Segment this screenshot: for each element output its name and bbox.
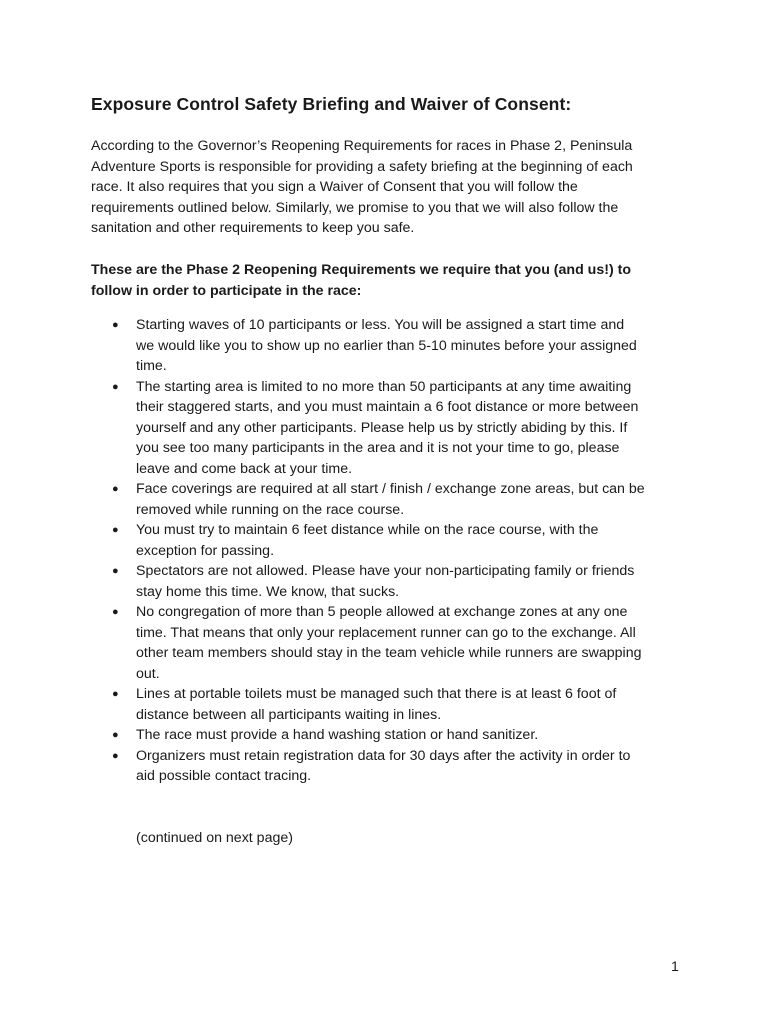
intro-line: According to the Governor’s Reopening Requirements for races in Phase 2, Peninsula — [91, 138, 633, 154]
requirement-line: out. — [136, 665, 160, 682]
requirement-line: Face coverings are required at all start / finish / exchange zone areas, but can be — [136, 481, 645, 497]
requirement-line: stay home this time. We know, that sucks. — [136, 583, 400, 600]
bullet-icon: ● — [112, 380, 119, 393]
bullet-icon: ● — [112, 565, 119, 577]
continued-note: (continued on next page) — [136, 830, 293, 846]
bullet-icon: ● — [112, 688, 119, 700]
requirement-item-spectators — [0, 561, 770, 602]
requirement-line: leave and come back at your time. — [136, 460, 353, 477]
requirement-line: yourself and any other participants. Please help us by strictly abiding by this. If — [136, 419, 628, 436]
requirement-line: we would like you to show up no earlier than 5-10 minutes before your assigned — [136, 337, 637, 354]
requirement-item-starting-area — [0, 377, 770, 480]
requirement-line: distance between all participants waiting in lines. — [136, 706, 442, 723]
requirement-line: No congregation of more than 5 people allowed at exchange zones at any one — [136, 604, 628, 620]
requirement-item-toilet-lines — [0, 684, 770, 725]
intro-paragraph — [91, 136, 691, 239]
requirements-heading-line: follow in order to participate in the race: — [91, 282, 362, 299]
requirement-line: Starting waves of 10 participants or less. You will be assigned a start time and — [136, 317, 625, 333]
requirement-line: Lines at portable toilets must be managed such that there is at least 6 foot of — [136, 686, 617, 702]
requirement-line: time. That means that only your replacement runner can go to the exchange. All — [136, 624, 636, 641]
requirement-item-congregation — [0, 602, 770, 684]
intro-line: sanitation and other requirements to keep you safe. — [91, 220, 415, 236]
requirement-line: exception for passing. — [136, 542, 275, 559]
requirement-line: time. — [136, 358, 167, 374]
requirement-line: aid possible contact tracing. — [136, 768, 312, 784]
requirement-item-face-coverings — [0, 479, 770, 520]
requirement-line: You must try to maintain 6 feet distance while on the race course, with the — [136, 522, 599, 538]
requirement-line: Organizers must retain registration data for 30 days after the activity in order to — [136, 747, 631, 764]
requirement-line: other team members should stay in the team vehicle while runners are swapping — [136, 645, 642, 661]
requirement-line: The starting area is limited to no more than 50 participants at any time awaiting — [136, 378, 632, 395]
requirement-line: removed while running on the race course. — [136, 501, 405, 518]
bullet-icon: ● — [112, 729, 119, 741]
intro-line: race. It also requires that you sign a Waiver of Consent that you will follow the — [91, 179, 578, 195]
requirement-item-hand-washing — [0, 725, 770, 746]
requirement-item-wave-size — [0, 315, 770, 377]
requirement-line: you see too many participants in the area and it is not your time to go, please — [136, 440, 620, 456]
requirements-heading-line: These are the Phase 2 Reopening Requirements we require that you (and us!) to — [91, 262, 632, 278]
requirements-heading — [91, 260, 691, 301]
page-number: 1 — [671, 959, 679, 975]
requirement-line: their staggered starts, and you must maintain a 6 foot distance or more between — [136, 399, 639, 415]
requirement-line: The race must provide a hand washing station or hand sanitizer. — [136, 727, 539, 743]
intro-line: Adventure Sports is responsible for providing a safety briefing at the beginning of each — [91, 158, 633, 175]
document-title: Exposure Control Safety Briefing and Waiver of Consent: — [91, 94, 572, 114]
bullet-icon: ● — [112, 524, 119, 536]
bullet-icon: ● — [112, 319, 119, 331]
requirement-item-course-distance — [0, 520, 770, 561]
requirement-line: Spectators are not allowed. Please have your non-participating family or friends — [136, 563, 635, 579]
intro-line: requirements outlined below. Similarly, we promise to you that we will also follow the — [91, 199, 619, 216]
requirement-item-registration-data — [0, 746, 770, 787]
bullet-icon: ● — [112, 483, 119, 495]
bullet-icon: ● — [112, 749, 119, 762]
requirements-list — [0, 315, 770, 787]
bullet-icon: ● — [112, 606, 119, 618]
